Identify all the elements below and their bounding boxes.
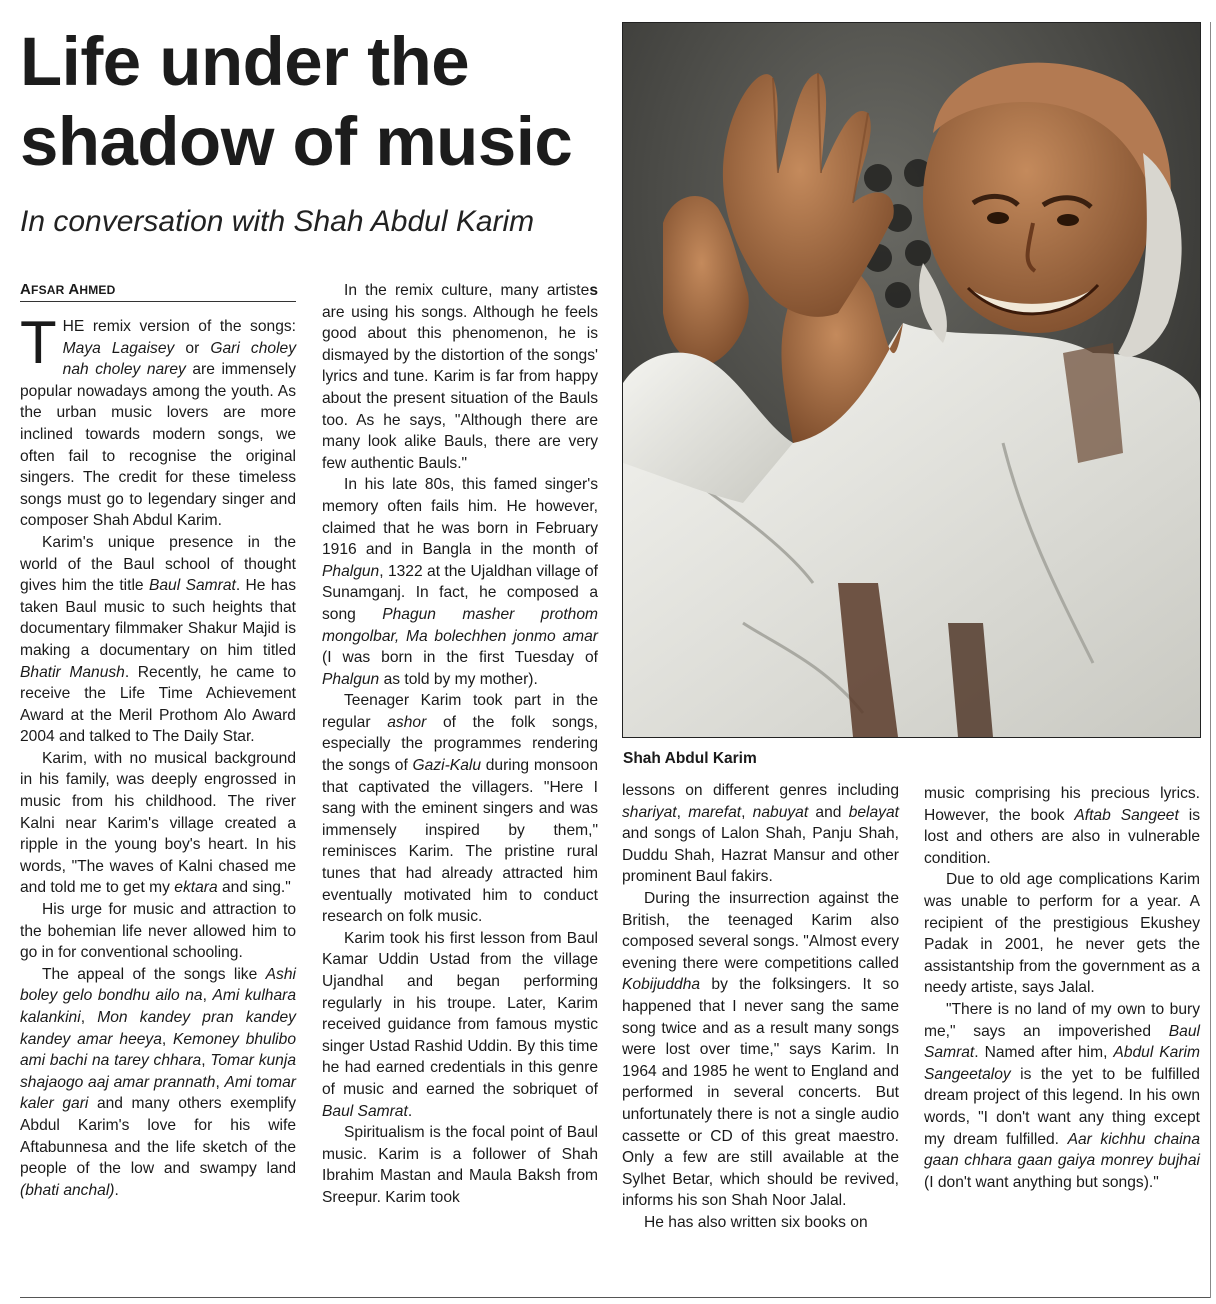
column-4 bbox=[924, 783, 1200, 1193]
byline-first-initial: A bbox=[20, 281, 32, 298]
paragraph: Karim took his first lesson from Baul Kamar Uddin Ustad from the village Ujandhal and began performing regularly in his troupe. Later, Karim received guidance from famous mystic singer Ustad Rashid Uddin. By this time he had earned credentials in this genre of music and earned the sobriquet of Baul Samrat. bbox=[322, 929, 598, 1120]
paragraph: In his late 80s, this famed singer's memory often fails him. He however, claimed that he was born in February 1916 and in Bangla in the month of Phalgun, 1322 at the Ujaldhan village of Sunamganj. In fact, he composed a song Phagun masher prothom mongolbar, Ma bolechhen jonmo amar (I was born in the first Tuesday of Phalgun as told by my mother). bbox=[322, 476, 598, 688]
headline-line-2: shadow of music bbox=[20, 103, 573, 180]
byline-first-rest: FSAR bbox=[31, 283, 65, 297]
column-2 bbox=[322, 280, 598, 1209]
headline bbox=[20, 22, 610, 182]
photo-caption: Shah Abdul Karim bbox=[623, 750, 757, 767]
paragraph: During the insurrection against the British, the teenaged Karim also composed several songs. "Almost every evening there were competitions called Kobijuddha by the folksingers. It so happened that I never sang the same song twice and as a result many songs were lost over time," says Karim. In 1964 and 1985 he went to England and performed in several concerts. But unfortunately there is not a single audio cassette or CD of this great maestro. Only a few are still available at the Sylhet Betar, which should be revived, informs his son Shah Noor Jalal. bbox=[622, 889, 899, 1210]
right-rule bbox=[1210, 22, 1211, 1298]
paragraph: Due to old age complications Karim was unable to perform for a year. A recipient of the prestigious Ekushey Padak in 2001, he never gets the assistantship from the government as a needy artiste, says Jalal. bbox=[924, 871, 1200, 997]
paragraph: Karim's unique presence in the world of the Baul school of thought gives him the title Baul Samrat. He has taken Baul music to such heights that documentary filmmaker Shakur Majid is making a documentary on him titled Bhatir Manush. Recently, he came to receive the Life Time Achievement Award at the Meril Prothom Alo Award 2004 and talked to The Daily Star. bbox=[20, 533, 297, 746]
paragraph: In the remix culture, many artistes are using his songs. Although he feels good about this phenomenon, he is dismayed by the distortion of the songs' lyrics and tune. Karim is far from happy about the present situation of the Bauls too. As he says, "Although there are many look alike Bauls, there are very few authentic Bauls." bbox=[322, 282, 598, 472]
headline-line-1: Life under the bbox=[20, 23, 470, 100]
paragraph: Karim, with no musical background in his family, was deeply engrossed in music from his childhood. The river Kalni near Karim's village created a ripple in the young boy's heart. In his words, "The waves of Kalni chased me and told me to get my ektara and sing." bbox=[20, 749, 296, 897]
paragraph: His urge for music and attraction to the bohemian life never allowed him to go in for conventional schooling. bbox=[20, 901, 296, 962]
paragraph: Spiritualism is the focal point of Baul music. Karim is a follower of Shah Ibrahim Mastan and Maula Baksh from Sreepur. Karim took bbox=[322, 1124, 598, 1206]
paragraph: "There is no land of my own to bury me," says an impoverished Baul Samrat. Named after him, Abdul Karim Sangeetaloy is the yet to be fulfilled dream project of this legend. In his own words, "I don't want any thing except my dream fulfilled. Aar kichhu chaina gaan chhara gaan gaiya monrey bujhai (I don't want anything but songs)." bbox=[924, 1000, 1200, 1191]
subhead: In conversation with Shah Abdul Karim bbox=[20, 205, 535, 238]
bottom-rule bbox=[20, 1297, 1210, 1298]
paragraph: music comprising his precious lyrics. However, the book Aftab Sangeet is lost and others are also in vulnerable condition. bbox=[924, 785, 1201, 867]
paragraph: lessons on different genres including shariyat, marefat, nabuyat and belayat and songs of Lalon Shah, Panju Shah, Duddu Shah, Hazrat Mansur and other prominent Baul fakirs. bbox=[622, 782, 899, 886]
column-3 bbox=[622, 780, 899, 1233]
column-1 bbox=[20, 309, 297, 1201]
byline-last-rest: HMED bbox=[79, 283, 116, 297]
portrait-photo bbox=[622, 22, 1201, 738]
drop-cap: T bbox=[20, 309, 57, 376]
portrait-illustration bbox=[623, 23, 1200, 737]
paragraph: THE remix version of the songs: Maya Lagaisey or Gari choley nah choley narey are immensely popular nowadays among the youth. As the urban music lovers are more inclined towards modern songs, we often fail to recognise the original singers. The credit for these timeless songs must go to legendary singer and composer Shah Abdul Karim. bbox=[20, 309, 297, 530]
byline-last-initial: A bbox=[68, 281, 80, 298]
paragraph: Teenager Karim took part in the regular ashor of the folk songs, especially the programmes rendering the songs of Gazi-Kalu during monsoon that captivated the villagers. "Here I sang with the eminent singers and was immensely inspired by them," reminisces Karim. The pristine rural tunes that had already attracted him eventually motivated him to conduct research on folk music. bbox=[322, 692, 598, 926]
paragraph: The appeal of the songs like Ashi boley gelo bondhu ailo na, Ami kulhara kalankini, Mon kandey pran kandey kandey amar heeya, Kemoney bhulibo ami bachi na tarey chhara, Tomar kunja shajaogo aaj amar prannath, Ami tomar kaler gari and many others exemplify Abdul Karim's love for his wife Aftabunnesa and the life sketch of the people of the low and swampy land (bhati anchal). bbox=[20, 965, 296, 1199]
byline bbox=[20, 281, 296, 302]
paragraph: He has also written six books on bbox=[644, 1213, 868, 1231]
